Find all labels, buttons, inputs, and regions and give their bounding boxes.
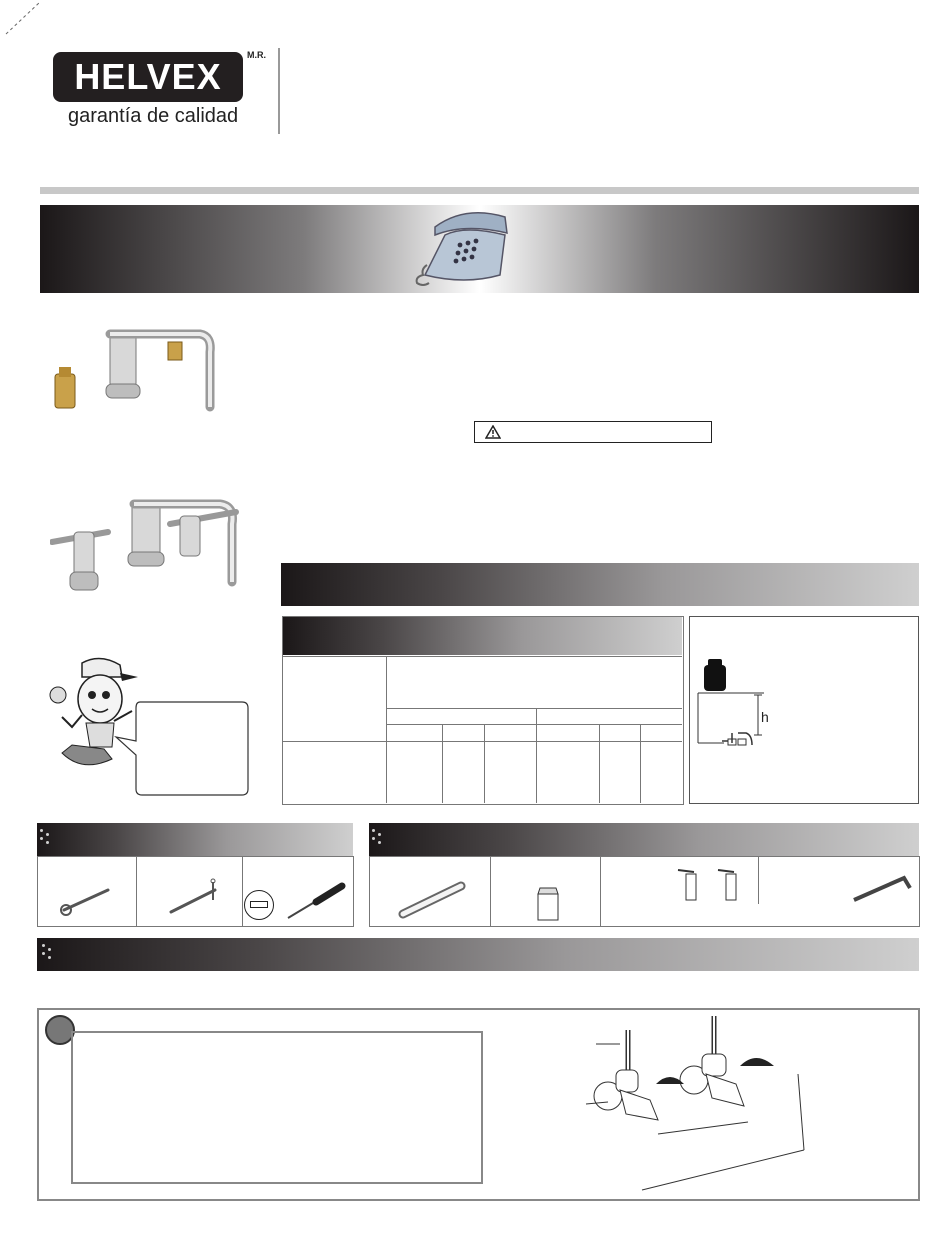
spec-table-line (283, 741, 682, 742)
flat-tip-slot (250, 901, 268, 908)
spec-table-col (386, 656, 387, 803)
warning-box (474, 421, 712, 443)
spec-table-col (599, 724, 600, 803)
brand-name: HELVEX (74, 56, 222, 97)
step-note-box (71, 1031, 483, 1184)
spec-table-line (386, 724, 682, 725)
tools-divider (242, 856, 243, 926)
logo-divider (278, 48, 280, 134)
top-divider (40, 187, 919, 194)
section-banner-install (37, 938, 919, 971)
bullet-dots-icon (372, 829, 388, 845)
callout-bubble (114, 699, 254, 799)
faucet-handles-icon (50, 490, 240, 600)
angle-valve-icon (580, 1010, 820, 1195)
bullet-dots-icon (42, 944, 58, 960)
section-banner-specs (281, 563, 919, 606)
parts-divider (600, 856, 601, 926)
spec-table-col (536, 708, 537, 803)
bullet-dots-icon (40, 829, 56, 845)
brand-tagline: garantía de calidad (68, 105, 239, 127)
cartridge-icon (532, 884, 564, 924)
brand-mark: M.R. (247, 50, 266, 60)
allen-key-icon (850, 866, 915, 906)
tools-divider (136, 856, 137, 926)
adjustable-wrench-icon (58, 880, 118, 920)
corner-cut-line (0, 0, 50, 40)
spec-table-col (442, 724, 443, 803)
section-banner-parts (369, 823, 919, 856)
spec-table-line (386, 708, 682, 709)
spec-table-col (484, 724, 485, 803)
spec-table-line (283, 656, 682, 657)
height-label: h (761, 709, 769, 725)
parts-divider (490, 856, 491, 926)
spec-table-col (640, 724, 641, 803)
spec-table-header (283, 617, 682, 655)
handles-icon (676, 862, 756, 904)
parts-divider (758, 856, 759, 904)
warning-triangle-icon (485, 425, 501, 439)
socket-wrench-icon (395, 876, 475, 920)
section-banner-tools (37, 823, 353, 856)
tank-height-diagram (694, 655, 804, 755)
flat-screwdriver-icon (284, 882, 349, 922)
telephone-icon (405, 205, 515, 293)
faucet-spout-icon (50, 312, 220, 417)
basin-wrench-icon (165, 876, 225, 920)
